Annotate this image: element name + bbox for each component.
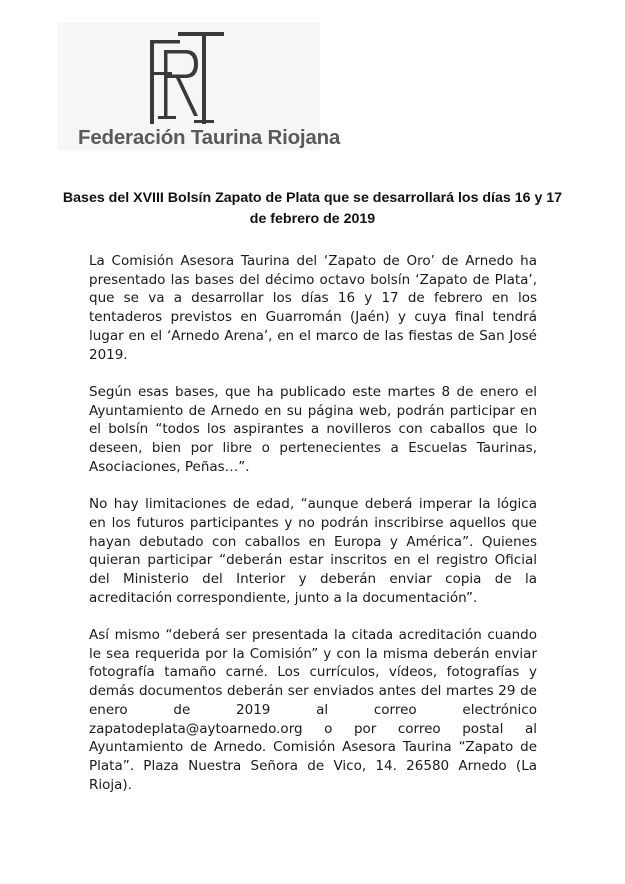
organization-name: Federación Taurina Riojana <box>78 126 341 149</box>
document-body <box>89 252 537 813</box>
document-title: Bases del XVIII Bolsín Zapato de Plata que se desarrollará los días 16 y 17 de febrero de 2019 <box>62 190 563 227</box>
organization-logo <box>58 22 341 150</box>
frt-monogram-icon <box>150 32 224 124</box>
paragraph: No hay limitaciones de edad, “aunque deberá imperar la lógica en los futuros participantes y no podrán inscribirse aquellos que hayan debutado con caballos en Europa y América”. Quienes quieran participar “deberán estar inscritos en el registro Oficial del Ministerio del Interior y deberán enviar copia de la acreditación correspondiente, junto a la documentación”. <box>89 496 537 606</box>
paragraph: La Comisión Asesora Taurina del ‘Zapato de Oro’ de Arnedo ha presentado las bases del décimo octavo bolsín ‘Zapato de Plata’, que se va a desarrollar los días 16 y 17 de febrero en los tentaderos previstos en Guarromán (Jaén) y cuya final tendrá lugar en el ‘Arnedo Arena’, en el marco de las fiestas de San José 2019. <box>89 253 537 363</box>
paragraph: Según esas bases, que ha publicado este martes 8 de enero el Ayuntamiento de Arnedo en su página web, podrán participar en el bolsín “todos los aspirantes a novilleros con caballos que lo deseen, bien por libre o pertenecientes a Escuelas Taurinas, Asociaciones, Peñas…”. <box>89 383 537 475</box>
paragraph: Así mismo “deberá ser presentada la citada acreditación cuando le sea requerida por la Comisión” y con la misma deberán enviar fotografía tamaño carné. Los currículos, vídeos, fotografías y demás documentos deberán ser enviados antes del martes 29 de enero de 2019 al correo electrónico zapatodeplata@aytoarnedo.org o por correo postal al Ayuntamiento de Arnedo. Comisión Asesora Taurina “Zapato de Plata”. Plaza Nuestra Señora de Vico, 14. 26580 Arnedo (La Rioja). <box>89 627 537 793</box>
